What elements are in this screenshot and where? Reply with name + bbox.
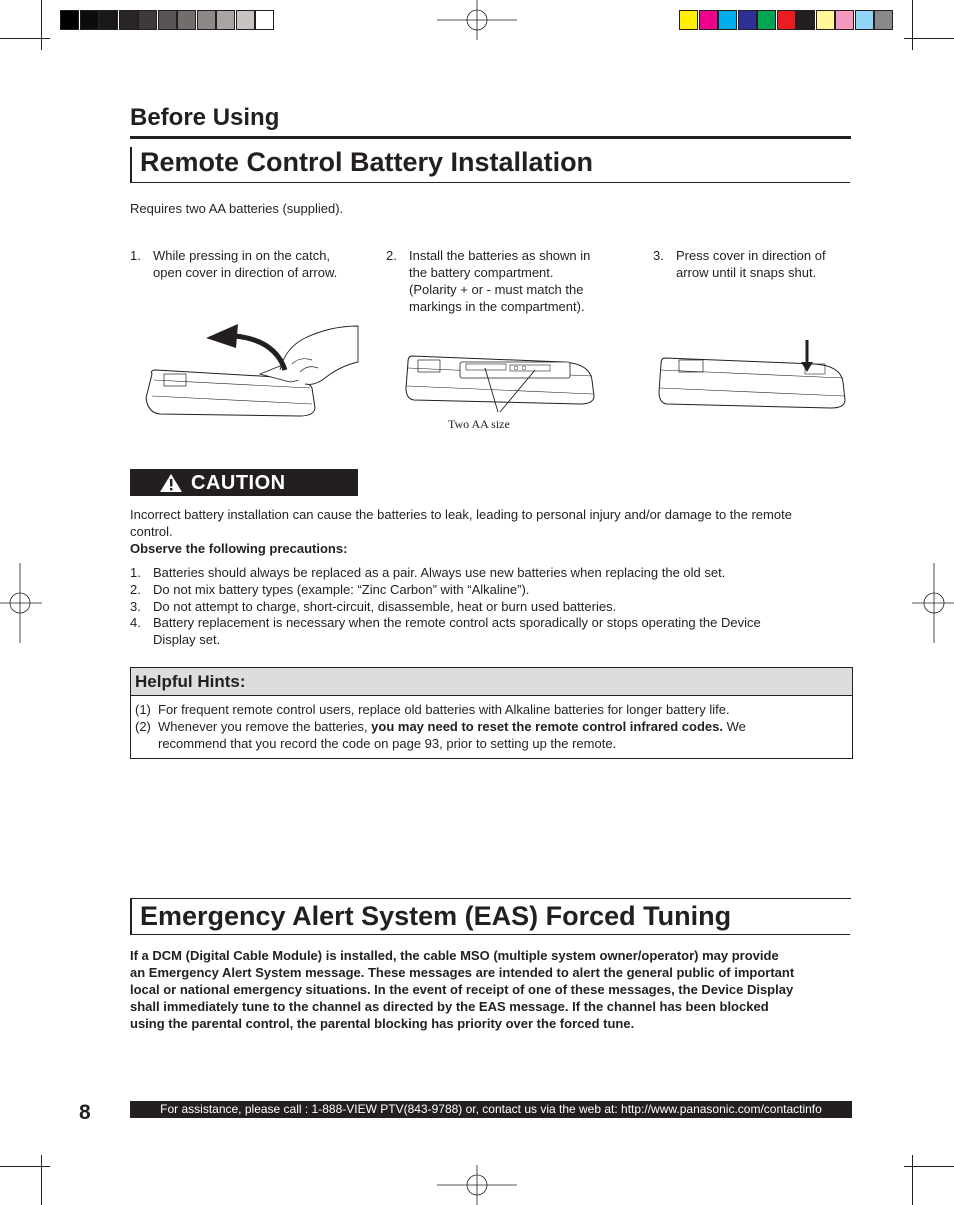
eas-body-line: using the parental control, the parental blocking has priority over the forced tune. xyxy=(130,1016,635,1031)
step-line: Press cover in direction of xyxy=(676,248,826,263)
intro-text: Requires two AA batteries (supplied). xyxy=(130,201,344,216)
step-number: 3. xyxy=(653,248,664,263)
caution-body xyxy=(130,506,852,557)
color-swatch xyxy=(874,10,893,30)
illustration-caption: Two AA size xyxy=(448,417,510,431)
step-number: 1. xyxy=(130,248,141,263)
step-line: (Polarity + or - must match the xyxy=(409,282,584,297)
precautions-list xyxy=(130,564,852,648)
page-title-box xyxy=(130,147,850,183)
list-item-number: 3. xyxy=(130,599,141,614)
registration-mark-top xyxy=(437,0,517,40)
color-swatch xyxy=(119,10,138,30)
hint-text: We xyxy=(722,719,746,734)
color-swatch xyxy=(177,10,196,30)
eas-body-line: an Emergency Alert System message. These messages are intended to alert the general public of important xyxy=(130,965,795,980)
hint-number: (2) xyxy=(135,719,151,734)
color-swatch xyxy=(138,10,157,30)
color-swatch xyxy=(699,10,718,30)
list-item-number: 2. xyxy=(130,582,141,597)
eas-title-box xyxy=(130,899,850,935)
caution-banner xyxy=(130,469,358,496)
step-line: open cover in direction of arrow. xyxy=(153,265,338,280)
heading-rule xyxy=(130,136,851,139)
warning-triangle-icon xyxy=(159,473,183,493)
list-item-number: 4. xyxy=(130,615,141,630)
list-item-line: Display set. xyxy=(153,632,221,647)
illustration-open-cover xyxy=(140,318,365,423)
eas-body xyxy=(130,947,854,1032)
color-swatch xyxy=(835,10,854,30)
caution-observe: Observe the following precautions: xyxy=(130,541,348,556)
color-swatch xyxy=(777,10,796,30)
list-item-line: Batteries should always be replaced as a pair. Always use new batteries when replacing the old set. xyxy=(153,565,726,580)
color-swatch xyxy=(158,10,177,30)
battery-pointer-lines xyxy=(480,366,540,416)
hint-text: For frequent remote control users, replace old batteries with Alkaline batteries for longer battery life. xyxy=(158,702,730,717)
eas-title: Emergency Alert System (EAS) Forced Tuning xyxy=(140,901,732,931)
color-swatch xyxy=(738,10,757,30)
color-swatch xyxy=(80,10,99,30)
step-2 xyxy=(386,247,626,319)
hint-emphasis: you may need to reset the remote control infrared codes. xyxy=(371,719,723,734)
caution-body-line: Incorrect battery installation can cause the batteries to leak, leading to personal injury and/or damage to the remote xyxy=(130,507,792,522)
caution-label: CAUTION xyxy=(191,472,286,494)
helpful-hints-header xyxy=(131,668,852,696)
page-title: Remote Control Battery Installation xyxy=(140,147,594,177)
color-swatch xyxy=(679,10,698,30)
registration-mark-left xyxy=(0,563,42,643)
color-swatch xyxy=(757,10,776,30)
illustration-close-cover xyxy=(655,338,850,413)
step-line: markings in the compartment). xyxy=(409,299,585,314)
page-number: 8 xyxy=(79,1101,91,1124)
eas-body-line: shall immediately tune to the channel as directed by the EAS message. If the channel has been blocked xyxy=(130,999,769,1014)
helpful-hints-box xyxy=(130,667,853,759)
list-item-line: Battery replacement is necessary when the remote control acts sporadically or stops operating the Device xyxy=(153,615,761,630)
list-item-number: 1. xyxy=(130,565,141,580)
section-heading: Before Using xyxy=(130,104,280,131)
step-line: Install the batteries as shown in xyxy=(409,248,591,263)
color-swatch xyxy=(216,10,235,30)
hint-text: recommend that you record the code on page 93, prior to setting up the remote. xyxy=(158,736,617,751)
color-swatch xyxy=(855,10,874,30)
hint-number: (1) xyxy=(135,702,151,717)
color-swatch xyxy=(816,10,835,30)
caution-body-line: control. xyxy=(130,524,173,539)
step-line: While pressing in on the catch, xyxy=(153,248,331,263)
assistance-footer: For assistance, please call : 1-888-VIEW PTV(843-9788) or, contact us via the web at: http://www.panasonic.com/contactinfo xyxy=(130,1101,852,1118)
registration-mark-right xyxy=(912,563,954,643)
list-item-line: Do not mix battery types (example: “Zinc Carbon” with “Alkaline”). xyxy=(153,582,530,597)
registration-mark-bottom xyxy=(437,1165,517,1205)
color-swatch xyxy=(197,10,216,30)
color-swatch xyxy=(718,10,737,30)
color-swatch xyxy=(796,10,815,30)
list-item-line: Do not attempt to charge, short-circuit, disassemble, heat or burn used batteries. xyxy=(153,599,617,614)
color-swatch xyxy=(60,10,79,30)
eas-body-line: If a DCM (Digital Cable Module) is installed, the cable MSO (multiple system owner/operator) may provide xyxy=(130,948,779,963)
eas-body-line: local or national emergency situations. In the event of receipt of one of these messages, the Device Display xyxy=(130,982,794,997)
step-line: arrow until it snaps shut. xyxy=(676,265,817,280)
color-swatch xyxy=(236,10,255,30)
color-swatch xyxy=(99,10,118,30)
hint-text: Whenever you remove the batteries, xyxy=(158,719,372,734)
step-line: the battery compartment. xyxy=(409,265,554,280)
helpful-hints-title: Helpful Hints: xyxy=(135,672,246,691)
color-swatch xyxy=(255,10,274,30)
step-1 xyxy=(130,247,370,287)
step-3 xyxy=(653,247,873,287)
step-number: 2. xyxy=(386,248,397,263)
